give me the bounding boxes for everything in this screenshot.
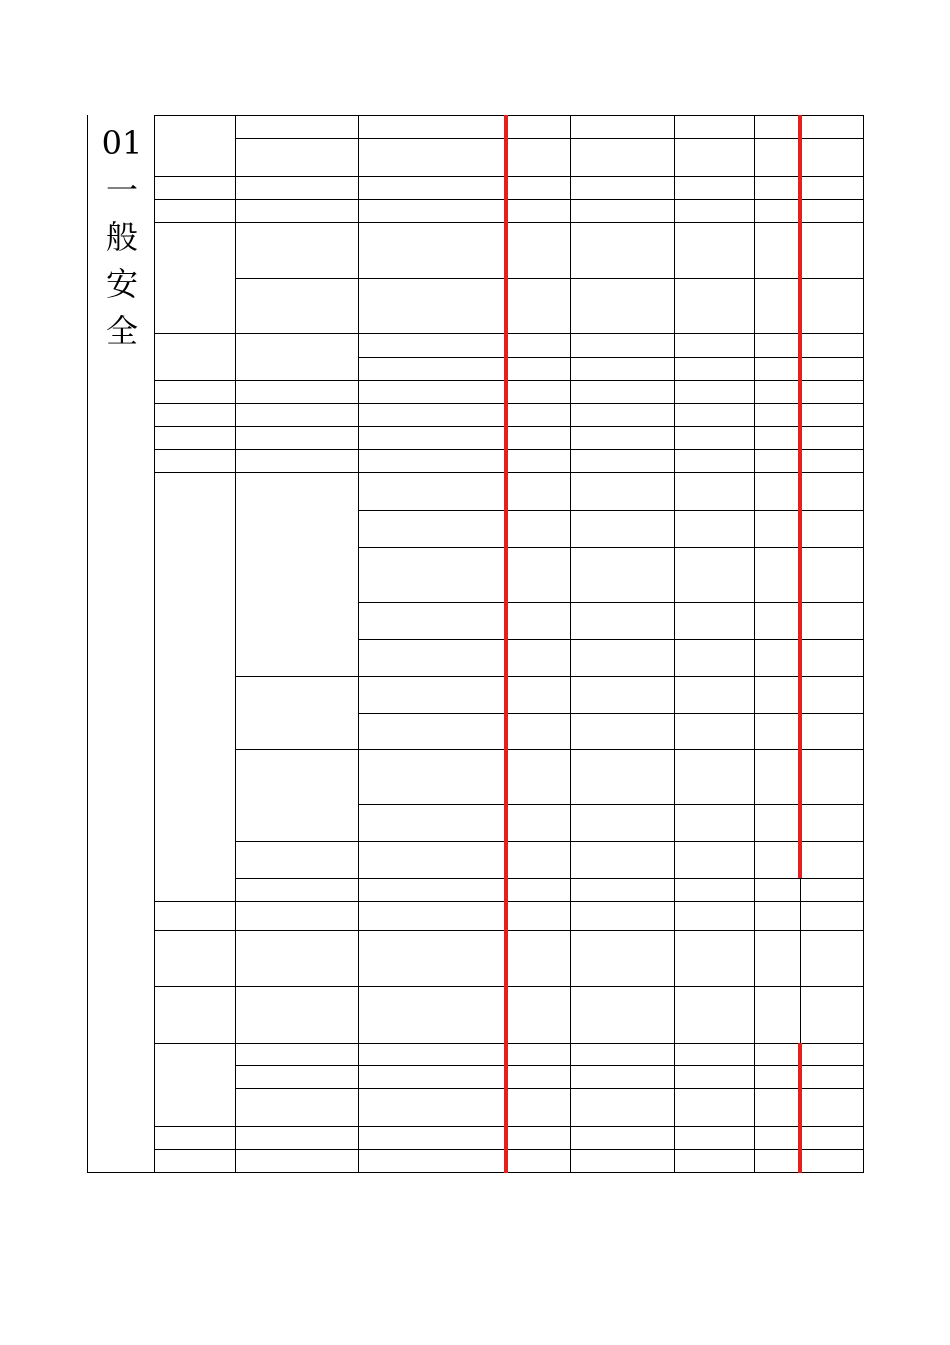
standard-cell xyxy=(358,510,505,547)
row-line xyxy=(358,930,864,931)
row-line xyxy=(358,1065,864,1066)
item-name-cell xyxy=(235,449,358,472)
column-line xyxy=(674,115,675,1173)
item-code-cell xyxy=(154,333,235,380)
row-line xyxy=(358,333,864,334)
row-line xyxy=(358,1088,864,1089)
column-line xyxy=(754,115,755,1173)
row-line xyxy=(154,176,236,177)
row-line xyxy=(154,403,236,404)
section-title: 01 一 般 安 全 xyxy=(101,124,143,350)
column-line xyxy=(358,115,359,1173)
row-line xyxy=(235,138,359,139)
row-line xyxy=(235,986,359,987)
row-line xyxy=(358,547,864,548)
row-line xyxy=(358,878,864,879)
standard-cell xyxy=(358,676,505,713)
standard-cell xyxy=(358,878,505,901)
item-code-cell xyxy=(154,1149,235,1172)
row-line xyxy=(358,1043,864,1044)
row-line xyxy=(235,403,359,404)
marker-line xyxy=(798,115,802,878)
item-code-cell xyxy=(154,1043,235,1126)
row-line xyxy=(235,426,359,427)
row-line xyxy=(358,449,864,450)
row-line xyxy=(358,278,864,279)
standard-cell xyxy=(358,901,505,930)
standard-cell xyxy=(358,804,505,841)
row-line xyxy=(358,426,864,427)
item-name-cell xyxy=(235,930,358,986)
item-code-cell xyxy=(154,403,235,426)
standard-cell xyxy=(358,115,505,138)
row-line xyxy=(154,426,236,427)
item-name-cell xyxy=(235,1149,358,1172)
item-name-cell xyxy=(235,403,358,426)
column-line xyxy=(87,115,88,1173)
standard-cell xyxy=(358,930,505,986)
standard-cell xyxy=(358,472,505,510)
item-name-cell xyxy=(235,1065,358,1088)
row-line xyxy=(154,930,236,931)
row-line xyxy=(235,176,359,177)
row-line xyxy=(154,222,236,223)
row-line xyxy=(358,472,864,473)
row-line xyxy=(358,357,864,358)
row-line xyxy=(235,930,359,931)
row-line xyxy=(235,878,359,879)
column-line xyxy=(863,115,864,1173)
item-name-cell xyxy=(235,901,358,930)
row-line xyxy=(154,472,236,473)
standard-cell xyxy=(358,841,505,878)
marker-line xyxy=(798,1043,802,1173)
row-line xyxy=(235,1126,359,1127)
standard-cell xyxy=(358,986,505,1043)
column-line xyxy=(154,115,155,1173)
item-code-cell xyxy=(154,115,235,176)
item-name-cell xyxy=(235,138,358,176)
row-line xyxy=(154,901,236,902)
item-code-cell xyxy=(154,901,235,930)
row-line xyxy=(358,380,864,381)
standard-cell xyxy=(358,639,505,676)
row-line xyxy=(358,901,864,902)
standard-cell xyxy=(358,357,505,380)
standard-cell xyxy=(358,1149,505,1172)
marker-line xyxy=(504,115,508,1173)
row-line xyxy=(154,115,864,116)
row-line xyxy=(358,1149,864,1150)
item-code-cell xyxy=(154,449,235,472)
item-code-cell xyxy=(154,986,235,1043)
column-line xyxy=(235,115,236,1173)
row-line xyxy=(235,1149,359,1150)
standard-cell xyxy=(358,138,505,176)
item-name-cell xyxy=(235,472,358,676)
row-line xyxy=(358,639,864,640)
standard-cell xyxy=(358,1088,505,1126)
row-line xyxy=(235,1065,359,1066)
row-line xyxy=(358,841,864,842)
item-name-cell xyxy=(235,878,358,901)
row-line xyxy=(358,138,864,139)
row-line xyxy=(235,1043,359,1044)
item-name-cell xyxy=(235,199,358,222)
standard-cell xyxy=(358,1043,505,1065)
row-line xyxy=(358,199,864,200)
standard-cell xyxy=(358,547,505,602)
item-name-cell xyxy=(235,426,358,449)
item-name-cell xyxy=(235,676,358,749)
row-line xyxy=(235,199,359,200)
row-line xyxy=(154,199,236,200)
item-code-cell xyxy=(154,380,235,403)
row-line xyxy=(358,222,864,223)
item-code-cell xyxy=(154,472,235,901)
row-line xyxy=(358,713,864,714)
row-line xyxy=(87,1172,155,1173)
row-line xyxy=(235,676,359,677)
row-line xyxy=(154,1043,236,1044)
item-name-cell xyxy=(235,278,358,333)
standard-cell xyxy=(358,222,505,278)
row-line xyxy=(154,986,236,987)
row-line xyxy=(235,333,359,334)
item-name-cell xyxy=(235,115,358,138)
row-line xyxy=(235,749,359,750)
standard-cell xyxy=(358,199,505,222)
row-line xyxy=(154,333,236,334)
row-line xyxy=(358,749,864,750)
standard-cell xyxy=(358,380,505,403)
row-line xyxy=(358,176,864,177)
standard-cell xyxy=(358,749,505,804)
row-line xyxy=(235,278,359,279)
item-name-cell xyxy=(235,749,358,841)
row-line xyxy=(154,380,236,381)
standard-cell xyxy=(358,403,505,426)
row-line xyxy=(235,901,359,902)
item-name-cell xyxy=(235,1126,358,1149)
item-name-cell xyxy=(235,222,358,278)
row-line xyxy=(235,222,359,223)
standard-cell xyxy=(358,1126,505,1149)
item-name-cell xyxy=(235,380,358,403)
standard-cell xyxy=(358,1065,505,1088)
row-line xyxy=(358,804,864,805)
row-line xyxy=(235,472,359,473)
row-line xyxy=(154,1126,236,1127)
item-code-cell xyxy=(154,1126,235,1149)
row-line xyxy=(358,510,864,511)
standard-cell xyxy=(358,426,505,449)
item-code-cell xyxy=(154,199,235,222)
row-line xyxy=(235,380,359,381)
row-line xyxy=(235,1088,359,1089)
standard-cell xyxy=(358,713,505,749)
standard-cell xyxy=(358,449,505,472)
row-line xyxy=(235,841,359,842)
standard-cell xyxy=(358,278,505,333)
row-line xyxy=(154,1149,236,1150)
item-code-cell xyxy=(154,176,235,199)
item-code-cell xyxy=(154,426,235,449)
row-line xyxy=(235,449,359,450)
item-name-cell xyxy=(235,1043,358,1065)
item-code-cell xyxy=(154,222,235,333)
item-name-cell xyxy=(235,176,358,199)
item-name-cell xyxy=(235,986,358,1043)
item-name-cell xyxy=(235,1088,358,1126)
row-line xyxy=(358,403,864,404)
item-name-cell xyxy=(235,333,358,380)
standard-cell xyxy=(358,602,505,639)
row-line xyxy=(154,449,236,450)
row-line xyxy=(358,986,864,987)
row-line xyxy=(358,602,864,603)
standard-cell xyxy=(358,333,505,357)
row-line xyxy=(154,1172,864,1173)
row-line xyxy=(358,1126,864,1127)
column-line xyxy=(570,115,571,1173)
item-name-cell xyxy=(235,841,358,878)
row-line xyxy=(358,676,864,677)
standard-cell xyxy=(358,176,505,199)
item-code-cell xyxy=(154,930,235,986)
